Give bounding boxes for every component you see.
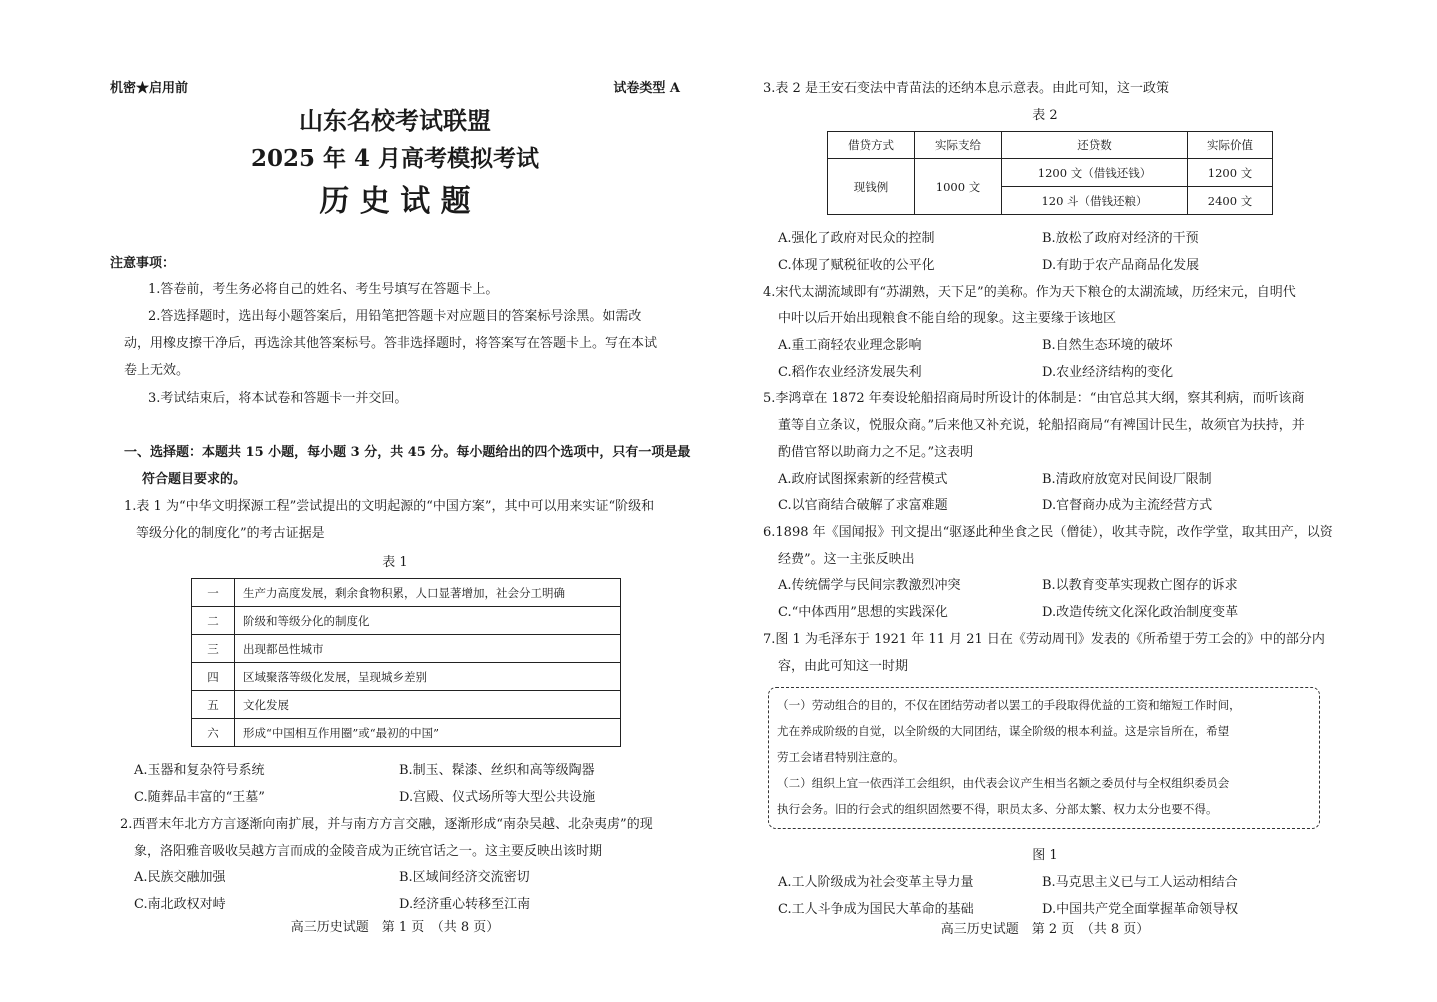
table-2 — [827, 131, 1273, 215]
q1-stem: 1.表 1 为“中华文明探源工程”尝试提出的文明起源的“中国方案”，其中可以用来实证“阶级和 — [124, 499, 655, 514]
q1-option-c: C.随葬品丰富的“王墓” — [134, 790, 265, 805]
table2-caption: 表 2 — [1032, 108, 1058, 123]
table-header-cell: 借贷方式 — [828, 132, 915, 159]
q4-option-c: C.稻作农业经济发展失利 — [778, 365, 922, 380]
table-cell-num: 三 — [192, 635, 235, 663]
table-1 — [191, 578, 621, 747]
q5-stem-cont: 董等自立条议，悦服众商。”后来他又补充说，轮船招商局“有裨国计民生，故须官为扶持，并 — [778, 418, 1305, 433]
table-row — [828, 159, 1273, 187]
table-row — [192, 719, 621, 747]
page-2 — [760, 0, 1333, 1002]
q4-stem: 4.宋代太湖流域即有“苏湖熟，天下足”的美称。作为天下粮仓的太湖流域，历经宋元，自明代 — [763, 285, 1296, 300]
q4-stem-cont: 中叶以后开始出现粮食不能自给的现象。这主要缘于该地区 — [778, 311, 1117, 326]
table-row — [192, 663, 621, 691]
q5-option-b: B.清政府放宽对民间设厂限制 — [1042, 472, 1212, 487]
q1-stem-cont: 等级分化的制度化”的考古证据是 — [136, 526, 325, 541]
note-line: 1.答卷前，考生务必将自己的姓名、考生号填写在答题卡上。 — [148, 282, 499, 297]
q5-option-a: A.政府试图探索新的经营模式 — [778, 472, 948, 487]
table-row — [192, 635, 621, 663]
table-cell-num: 五 — [192, 691, 235, 719]
table1-caption: 表 1 — [382, 555, 408, 570]
figure-line: （二）组织上宜一依西洋工会组织，由代表会议产生相当名额之委员付与全权组织委员会 — [777, 776, 1230, 790]
q7-option-a: A.工人阶级成为社会变革主导力量 — [778, 875, 974, 890]
q7-option-c: C.工人斗争成为国民大革命的基础 — [778, 902, 974, 917]
q6-stem-cont: 经费”。这一主张反映出 — [778, 552, 915, 567]
section-heading-cont: 符合题目要求的。 — [142, 472, 247, 487]
table-cell-text: 区域聚落等级化发展，呈现城乡差别 — [235, 663, 621, 691]
table-cell-num: 一 — [192, 579, 235, 607]
q7-stem: 7.图 1 为毛泽东于 1921 年 11 月 21 日在《劳动周刊》发表的《所希望于劳工会的》中的部分内 — [763, 632, 1325, 647]
table-header-cell: 还贷数 — [1002, 132, 1188, 159]
table-cell-given: 1000 文 — [915, 159, 1002, 215]
page-1 — [110, 0, 691, 1002]
note-line: 2.答选择题时，选出每小题答案后，用铅笔把答题卡对应题目的答案标号涂黑。如需改 — [148, 309, 642, 324]
figure-line: 劳工会诸君特别注意的。 — [777, 750, 905, 764]
table-cell-method: 现钱例 — [828, 159, 915, 215]
q7-option-d: D.中国共产党全面掌握革命领导权 — [1042, 902, 1239, 917]
page-footer: 高三历史试题 第 1 页 （共 8 页） — [290, 920, 500, 935]
table-row — [828, 132, 1273, 159]
figure-1-box — [768, 687, 1320, 829]
q3-stem: 3.表 2 是王安石变法中青苗法的还纳本息示意表。由此可知，这一政策 — [763, 81, 1169, 96]
q5-option-d: D.官督商办成为主流经营方式 — [1042, 498, 1213, 513]
q2-option-c: C.南北政权对峙 — [134, 897, 226, 912]
q3-option-a: A.强化了政府对民众的控制 — [778, 231, 935, 246]
table-cell-text: 形成“中国相互作用圈”或“最初的中国” — [235, 719, 621, 747]
q7-stem-cont: 容，由此可知这一时期 — [778, 659, 909, 674]
q4-option-b: B.自然生态环境的破坏 — [1042, 338, 1173, 353]
exam-date-title: 2025 年 4 月高考模拟考试 — [250, 145, 540, 172]
table-cell-value: 1200 文 — [1188, 159, 1273, 187]
exam-org-title: 山东名校考试联盟 — [299, 106, 491, 135]
q2-stem: 2.西晋末年北方方言逐渐向南扩展，并与南方方言交融，逐渐形成“南杂吴越、北杂夷虏”的现 — [120, 817, 653, 832]
table-cell-num: 四 — [192, 663, 235, 691]
table-header-cell: 实际价值 — [1188, 132, 1273, 159]
q5-option-c: C.以官商结合破解了求富难题 — [778, 498, 948, 513]
q1-option-a: A.玉器和复杂符号系统 — [134, 763, 265, 778]
table-row — [192, 691, 621, 719]
q3-option-c: C.体现了赋税征收的公平化 — [778, 258, 935, 273]
subject-title: 历 史 试 题 — [319, 184, 471, 219]
table-cell-num: 二 — [192, 607, 235, 635]
q4-option-d: D.农业经济结构的变化 — [1042, 365, 1174, 380]
q1-option-b: B.制玉、髹漆、丝织和高等级陶器 — [399, 763, 595, 778]
table-cell-repay: 1200 文（借钱还钱） — [1002, 159, 1188, 187]
q6-stem: 6.1898 年《国闻报》刊文提出“驱逐此种坐食之民（僧徒），收其寺院，改作学堂，取其田产，以资 — [763, 525, 1333, 540]
q2-option-d: D.经济重心转移至江南 — [399, 897, 531, 912]
q1-option-d: D.宫殿、仪式场所等大型公共设施 — [399, 790, 596, 805]
q3-option-b: B.放松了政府对经济的干预 — [1042, 231, 1199, 246]
table-cell-text: 文化发展 — [235, 691, 621, 719]
q4-option-a: A.重工商轻农业理念影响 — [778, 338, 922, 353]
figure-line: （一）劳动组合的目的，不仅在团结劳动者以罢工的手段取得优益的工资和缩短工作时间， — [777, 698, 1241, 712]
q2-option-a: A.民族交融加强 — [134, 870, 226, 885]
q6-option-d: D.改造传统文化深化政治制度变革 — [1042, 605, 1239, 620]
table-cell-text: 阶级和等级分化的制度化 — [235, 607, 621, 635]
q6-option-c: C.“中体西用”思想的实践深化 — [778, 605, 948, 620]
q5-stem-cont: 酌借官帑以助商力之不足。”这表明 — [778, 445, 974, 460]
table-row — [192, 579, 621, 607]
table-cell-num: 六 — [192, 719, 235, 747]
table-row — [192, 607, 621, 635]
section-heading: 一、选择题：本题共 15 小题，每小题 3 分，共 45 分。每小题给出的四个选项中，只有一项是最 — [124, 445, 691, 460]
note-line: 动，用橡皮擦干净后，再选涂其他答案标号。答非选择题时，将答案写在答题卡上。写在本试 — [124, 336, 658, 351]
q6-option-a: A.传统儒学与民间宗教激烈冲突 — [778, 578, 961, 593]
note-line: 卷上无效。 — [124, 363, 190, 378]
confidential-mark: 机密★启用前 — [110, 81, 189, 96]
q7-option-b: B.马克思主义已与工人运动相结合 — [1042, 875, 1238, 890]
figure-line: 尤在养成阶级的自觉，以全阶级的大同团结，谋全阶级的根本利益。这是宗旨所在，希望 — [777, 724, 1230, 738]
q3-option-d: D.有助于农产品商品化发展 — [1042, 258, 1200, 273]
q6-option-b: B.以教育变革实现救亡图存的诉求 — [1042, 578, 1238, 593]
table-cell-repay: 120 斗（借钱还粮） — [1002, 187, 1188, 215]
figure-caption: 图 1 — [1032, 848, 1058, 863]
figure-line: 执行会务。旧的行会式的组织固然要不得，职员太多、分部太繁、权力太分也要不得。 — [777, 802, 1218, 816]
q2-stem-cont: 象，洛阳雅音吸收吴越方言而成的金陵音成为正统官话之一。这主要反映出该时期 — [134, 844, 603, 859]
note-line: 3.考试结束后，将本试卷和答题卡一并交回。 — [148, 391, 408, 406]
paper-type: 试卷类型 A — [613, 81, 680, 96]
q2-option-b: B.区域间经济交流密切 — [399, 870, 530, 885]
table-cell-value: 2400 文 — [1188, 187, 1273, 215]
page-footer: 高三历史试题 第 2 页 （共 8 页） — [940, 922, 1150, 937]
notes-heading: 注意事项： — [110, 256, 176, 271]
table-cell-text: 生产力高度发展，剩余食物积累，人口显著增加，社会分工明确 — [235, 579, 621, 607]
table-header-cell: 实际支给 — [915, 132, 1002, 159]
table-cell-text: 出现都邑性城市 — [235, 635, 621, 663]
q5-stem: 5.李鸿章在 1872 年奏设轮船招商局时所设计的体制是：“由官总其大纲，察其利病，而听该商 — [763, 391, 1305, 406]
